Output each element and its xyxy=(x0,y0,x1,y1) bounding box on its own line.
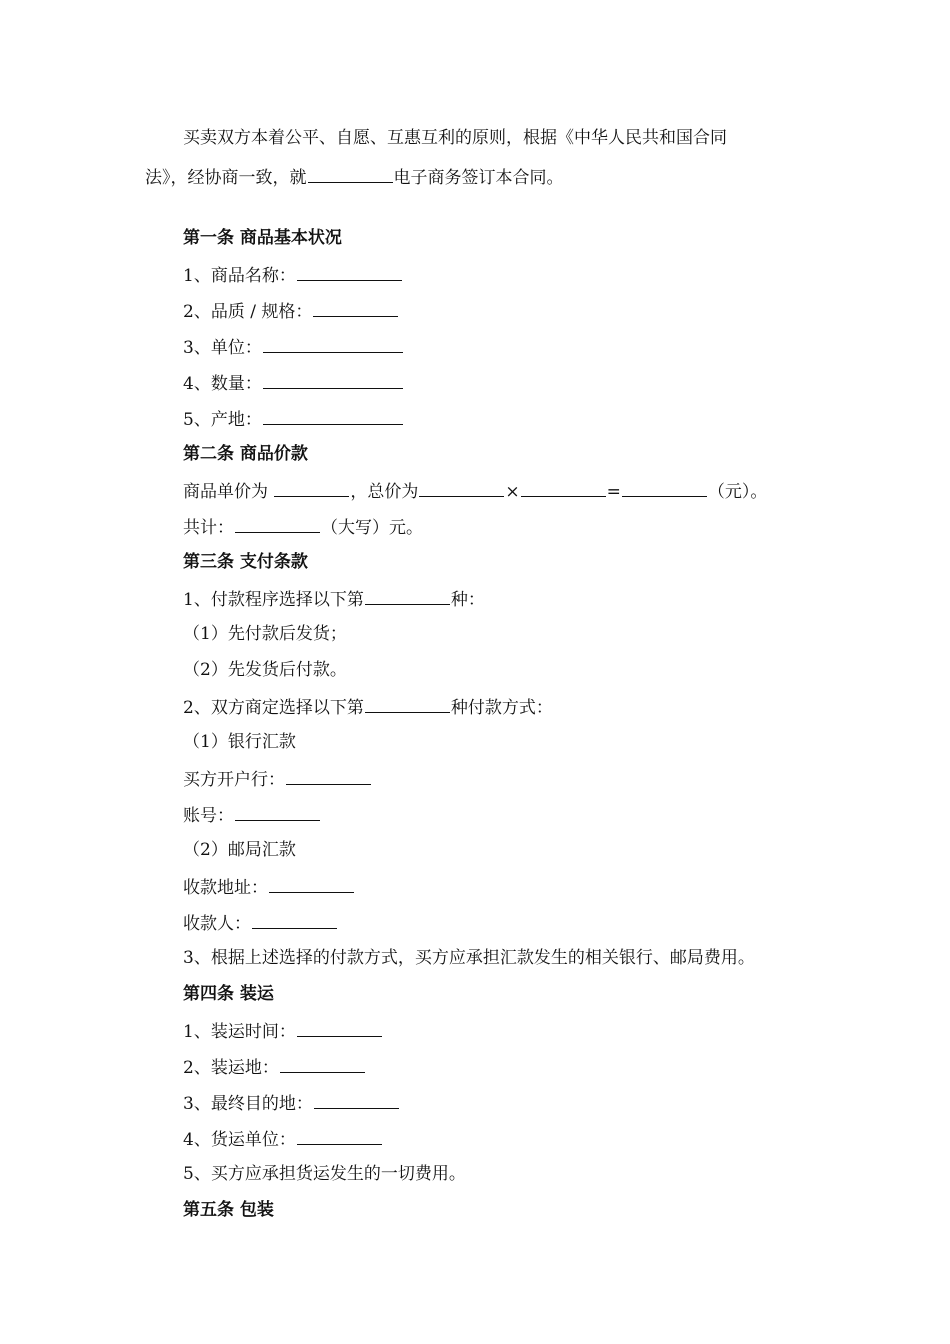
blank-field[interactable] xyxy=(263,370,403,389)
account-label: 账号： xyxy=(183,806,234,826)
intro-line-1 xyxy=(183,126,727,150)
total-suffix: （大写）元。 xyxy=(321,518,423,538)
item-origin xyxy=(183,406,404,432)
intro-text-2a: 法》，经协商一致，就 xyxy=(145,168,307,188)
article-4-title: 第四条 装运 xyxy=(183,984,274,1004)
blank-field[interactable] xyxy=(235,514,320,533)
procedure-label: 1、付款程序选择以下第 xyxy=(183,590,364,610)
buyer-bank xyxy=(183,766,372,792)
equals-sign: = xyxy=(606,482,621,502)
blank-field[interactable] xyxy=(269,874,354,893)
account-number xyxy=(183,802,321,828)
blank-field[interactable] xyxy=(308,164,393,183)
shipping-place xyxy=(183,1054,366,1080)
blank-field[interactable] xyxy=(280,1054,365,1073)
procedure-option-2: （2）先发货后付款。 xyxy=(183,660,347,680)
blank-field[interactable] xyxy=(365,586,450,605)
blank-field[interactable] xyxy=(622,478,707,497)
blank-field[interactable] xyxy=(252,910,337,929)
intro-line-2 xyxy=(145,164,564,190)
freight-company xyxy=(183,1126,383,1152)
blank-field[interactable] xyxy=(419,478,504,497)
shipping-place-label: 2、装运地： xyxy=(183,1058,279,1078)
item-quantity xyxy=(183,370,404,396)
blank-field[interactable] xyxy=(521,478,606,497)
method-suffix: 种付款方式： xyxy=(450,698,553,718)
procedure-suffix: 种： xyxy=(450,590,485,610)
total-line xyxy=(183,514,423,540)
method-label: 2、双方商定选择以下第 xyxy=(183,698,364,718)
item-unit xyxy=(183,334,404,360)
blank-field[interactable] xyxy=(263,406,403,425)
item-product-name xyxy=(183,262,403,288)
item-label: 2、品质 / 规格： xyxy=(183,302,313,322)
blank-field[interactable] xyxy=(263,334,403,353)
freight-label: 4、货运单位： xyxy=(183,1130,296,1150)
item-label: 1、商品名称： xyxy=(183,266,296,286)
article-5-title: 第五条 包装 xyxy=(183,1200,274,1220)
item-quality-spec xyxy=(183,298,399,324)
destination-label: 3、最终目的地： xyxy=(183,1094,313,1114)
price-label: 商品单价为 xyxy=(183,482,274,502)
procedure-option-1: （1）先付款后发货； xyxy=(183,624,347,644)
blank-field[interactable] xyxy=(297,1018,382,1037)
blank-field[interactable] xyxy=(365,694,450,713)
intro-text-1: 买卖双方本着公平、自愿、互惠互利的原则，根据《中华人民共和国合同 xyxy=(183,128,727,148)
item-label: 5、产地： xyxy=(183,410,262,430)
blank-field[interactable] xyxy=(297,262,402,281)
item-label: 4、数量： xyxy=(183,374,262,394)
total-prefix: 共计： xyxy=(183,518,234,538)
article-2-title: 第二条 商品价款 xyxy=(183,444,308,464)
article-1-title: 第一条 商品基本状况 xyxy=(183,228,342,248)
shipping-time-label: 1、装运时间： xyxy=(183,1022,296,1042)
payee xyxy=(183,910,338,936)
blank-field[interactable] xyxy=(314,1090,399,1109)
fee-clause: 3、根据上述选择的付款方式，买方应承担汇款发生的相关银行、邮局费用。 xyxy=(183,948,755,968)
final-destination xyxy=(183,1090,400,1116)
intro-text-2b: 电子商务签订本合同。 xyxy=(393,168,564,188)
buyer-bank-label: 买方开户行： xyxy=(183,770,285,790)
payment-procedure xyxy=(183,586,485,612)
blank-field[interactable] xyxy=(297,1126,382,1145)
freight-cost-clause: 5、买方应承担货运发生的一切费用。 xyxy=(183,1164,466,1184)
price-line xyxy=(183,478,767,504)
unit-label: （元）。 xyxy=(707,482,768,502)
address-label: 收款地址： xyxy=(183,878,268,898)
payee-label: 收款人： xyxy=(183,914,251,934)
receiving-address xyxy=(183,874,355,900)
method-bank-transfer: （1）银行汇款 xyxy=(183,732,296,752)
blank-field[interactable] xyxy=(235,802,320,821)
item-label: 3、单位： xyxy=(183,338,262,358)
method-post-transfer: （2）邮局汇款 xyxy=(183,840,296,860)
blank-field[interactable] xyxy=(286,766,371,785)
blank-field[interactable] xyxy=(274,478,349,497)
shipping-time xyxy=(183,1018,383,1044)
blank-field[interactable] xyxy=(313,298,398,317)
article-3-title: 第三条 支付条款 xyxy=(183,552,308,572)
times-sign: × xyxy=(505,482,520,502)
total-label: ，总价为 xyxy=(350,482,419,502)
payment-method xyxy=(183,694,553,720)
